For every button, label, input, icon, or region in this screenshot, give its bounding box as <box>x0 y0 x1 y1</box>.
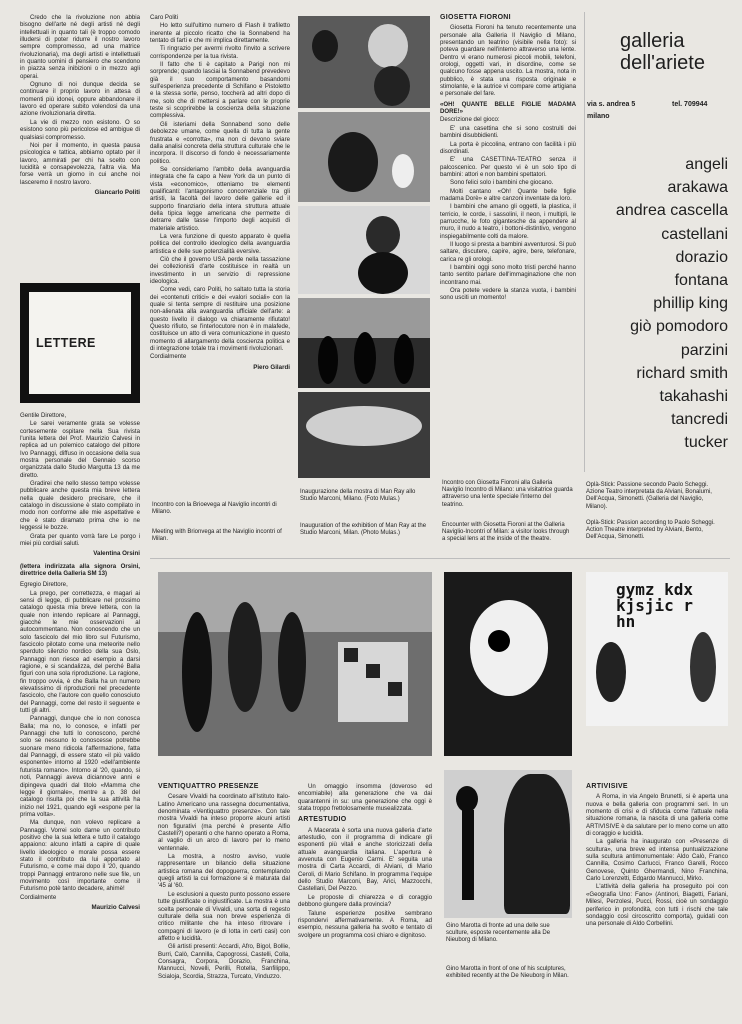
paragraph: Talune esperienze positive sembrano rispondervi affermativamente. A Roma, ad esempio, nessuna galleria ha svolto e tentato di svolgere un programma così chiaro e dignitoso. <box>298 909 432 939</box>
artist-name: andrea cascella <box>615 202 728 220</box>
caption-brionvega-en: Meeting with Brionvega at the Naviglio incontri of Milan. <box>152 529 282 543</box>
game-title: «OH! QUANTE BELLE FIGLIE MADAMA DORE!» <box>440 100 576 116</box>
closing: Cordialmente <box>150 353 187 361</box>
paragraph: La galleria ha inaugurato con «Presenze di scultura», una breve ed intensa puntualizzazione sulla scultura antimonumentale: Aldo Calò, Franco Cannilla, Cosimo Carlucci, Franco Garelli, Rocco Genovese, Quinto Ghermandi, Nino Franchina, Carlo Lorenzetti, Edgardo Mannucci, Mirko. <box>586 838 728 883</box>
artist-name: dorazio <box>675 248 728 266</box>
gallery-address: via s. andrea 5 <box>587 101 636 108</box>
column-1-intro <box>20 14 140 276</box>
paragraph: A Roma, in via Angelo Brunetti, si è aperta una nuova e bella galleria con programmi seri. In un momento di crisi e di sfiducia come l'attuale nella situazione romana, la nascita di una galleria come ARTIVISIVE è da salutare per lo meno come un atto di coraggio e lucidità. <box>586 793 728 838</box>
signature-calvesi: Maurizio Calvesi <box>91 904 140 911</box>
paragraph: Gli isteriami della Sonnabend sono delle debolezze umane, come quella di tutta la gente frustrata e «corrotta», ma non ci devono sviare dalla analisi concreta della struttura culturale che le incorpora. Il discorso di fondo è necessariamente politico. <box>150 120 290 165</box>
photo-opening-crowd <box>298 112 430 202</box>
signature-orsini: Valentina Orsini <box>93 550 140 558</box>
paragraph: Descrizione del gioco: <box>440 116 500 124</box>
artist-name: tucker <box>684 434 728 452</box>
paragraph: Sono felici solo i bambini che giocano. <box>450 179 554 187</box>
caption-fioroni-en: Encounter with Giosetta Fioroni at the Galleria Naviglio-Incontri of Milan: a visitor looks through a special lens at the inside of the theatre. <box>442 522 570 543</box>
paragraph: Molti cantano «Oh! Quante belle figlie madama Dorè» e altre canzoni inventate da loro. <box>440 187 576 202</box>
salutation: Gentile Direttore, <box>20 412 67 419</box>
photo-gallery-interior <box>298 298 430 388</box>
paragraph: Le proposte di chiarezza e di coraggio debbono giungere dalla provincia? <box>298 893 432 909</box>
ventiquattro-heading: VENTIQUATTRO PRESENZE <box>158 783 259 790</box>
paragraph: Noi per il momento, in questa pausa psicologica e tattica, abbiamo optato per il lavoro, ammirati per chi ha scelto con lucidità e consapevolezza, l'altra via. Ma forse verrà un giorno in cui anche noi lasceremo il nostro lavoro. <box>20 141 140 186</box>
column-artestudio <box>298 783 432 1014</box>
photo-visitor-portrait <box>298 206 430 294</box>
paragraph: La vera funzione di questo apparato è quella politica del controllo ideologico della avanguardia artistica e delle sue potenzialità eversive. <box>150 232 290 255</box>
photo-brionvega-installation <box>298 392 430 478</box>
paragraph: La vie di mezzo non esistono. O so esistono sono più pericolose ed ambigue di qualsiasi compromesso. <box>20 118 140 141</box>
paragraph: Le sarei veramente grata se volesse cortesemente ospitare nella Sua rivista l'unita lettera del Prof. Maurizio Calvesi in replica ad un polemico catalogo del pittore Ivo Pannaggi, diffuso in occasione della sua mostra personale del Gennaio scorso organizzata dallo Studio Margutta 13 da me diretto. <box>20 420 140 479</box>
artist-name: arakawa <box>667 179 728 197</box>
letter-note: (lettera indirizzata alla signora Orsini, direttrice della Galleria SM 13) <box>20 562 140 577</box>
paragraph: Se consideriamo l'ambito della avanguardia integrata che fa capo a New York da un punto di vista «economico», otteniamo tre elementi qualificanti: l'antagonismo concorrenziale tra gli artisti, la facoltà del lavoro delle gallerie ed il supporto finanziario della intera struttura attuale della tipica legge americana che permette di detrarre dalle tasse l'importo degli acquisti di materiale artistico. <box>150 165 290 232</box>
column-2-letter <box>150 14 290 494</box>
paragraph: Credo che la rivoluzione non abbia bisogno dell'arte né degli artisti né degli intellettuali in quanto tali (è troppo comodo illudersi di poter ridurre il nostro lavoro sempre compromesso, ad una matrice rivoluzionaria), ma degli artisti e intellettuali in quanto uomini di pensiero che scendono in piazza senza inibizioni o in mezzo agli operai. <box>20 14 140 80</box>
caption-fioroni-it: Incontro con Giosetta Fioroni alla Galleria Naviglio Incontro di Milano: una visitatrice guarda attraverso una lente speciale l'interno del teatrino. <box>442 480 573 508</box>
column-ventiquattro <box>158 783 290 1014</box>
caption-man-ray-it: Inaugurazione della mostra di Man Ray allo Studio Marconi, Milano. (Foto Mulas.) <box>300 489 416 503</box>
paragraph: Ora potete vedere la stanza vuota, i bambini sono usciti un momento! <box>440 287 576 302</box>
lettere-box <box>20 283 140 403</box>
paragraph: A Macerata è sorta una nuova galleria d'arte artestudio, con il programma di indicare gli esponenti più vitali e anche storicizzati della attuale avanguardia italiana. L'apertura è avvenuta con Eugenio Carmi. E' seguita una mostra di Carta Accardi, di Alviani, di Mario Ceroli, di Mario Schifano. In programma l'equipe dello Studio Marconi, Bay, Arici, Mazzocchi, Castellani, Del Pezzo. <box>298 826 432 893</box>
photo-gino-marotta <box>444 770 572 918</box>
artist-name: takahashi <box>659 388 728 406</box>
photo-fioroni-lens <box>444 572 572 756</box>
lettere-label: LETTERE <box>29 292 131 394</box>
divider <box>150 558 730 559</box>
paragraph: Le esclusioni a questo punto possono essere tutte giustificate o ingiustificate. La mostra è una scelta personale di Vivaldi, una sorta di regesto culturale della sua non breve esperienza di critico militante che ha inteso ritrovare i compagni di lavoro (e di lotta in certi casi) con affetto e lucidità. <box>158 890 290 942</box>
signature-politi: Giancarlo Politi <box>94 188 140 196</box>
closing: Cordialmente <box>20 893 57 901</box>
caption-man-ray-en: Inauguration of the exhibition of Man Ray at the Studio Marconi, Milan. (Photo Mulas.) <box>300 523 427 537</box>
fioroni-heading: GIOSETTA FIORONI <box>440 14 511 21</box>
paragraph: Come vedi, caro Politi, ho saltato tutta la storia dei «contenuti critici» e dei «valori sociali» con la quale si tenta sempre di restituire una posizione non-alienata alla avanguardia ufficiale dell'arte: a questo livello il dialogo va chiaramente rifiutato! Questo rifiuto, se l'interlocutore non è in malafede, costituisce un atto di vera comunicazione in questo momento di allargamento della coscienza politica e di integrazione totale tra i movimenti rivoluzionari. <box>150 286 290 353</box>
artist-name: parzini <box>680 341 728 359</box>
paragraph: Ti ringrazio per avermi rivolto l'invito a scrivere corrispondenze per la tua rivista. <box>150 45 290 60</box>
caption-opla-stick-en: Oplà-Stick: Passion according to Paolo Scheggi. Action Theatre interpreted by Alviani, Bento, Dell'Acqua, Simonetti. <box>586 520 715 541</box>
artist-name: giò pomodoro <box>630 318 728 336</box>
artivisive-heading: ARTIVISIVE <box>586 783 628 790</box>
column-fioroni <box>440 14 576 474</box>
column-artivisive <box>586 783 728 1014</box>
paragraph: La porta è piccolina, entrano con facilità i più disordinati. <box>440 140 576 155</box>
artist-name: tancredi <box>671 411 728 429</box>
artestudio-heading: ARTESTUDIO <box>298 816 347 824</box>
gallery-city: milano <box>587 113 610 120</box>
paragraph: Cesare Vivaldi ha coordinato all'Istituto Italo-Latino Americano una rassegna documentativa, denominata «Ventiquattro presenze». Con tale mostra Vivaldi ha inteso proporre alcuni artisti non figurativi (ma perché è presente Alfio Castelli?) operanti o che hanno operato a Roma, al vaglio di un arco di lavoro per lo meno ventennale. <box>158 793 290 852</box>
paragraph: I bambini che amano gli oggetti, la plastica, il terricio, le corde, i sassolini, il neon, i multipli, le parrucche, le foto gigantesche da appendere al muro, il nudo a teatro, i bottoni-distintivo, vengono inspiegabilmente colti da malore. <box>440 203 576 240</box>
paragraph: Ma dunque, non volevo replicare a Pannaggi. Vorrei solo darne un contributo positivo che la sua lettera e tutto il catalogo appaiono: alcuno infatti a capire di quale livello ideologico e morale possa essere stato il contributo da lui apportato al Futurismo, e come mai dopo il '20, quando troppi Pannaggi entrarono nelle sue file, un movimento così importante come il Futurismo potè tanto decadere, ahimè! <box>20 819 140 893</box>
caption-marotta-en: Gino Marotta in front of one of his sculptures, exhibited recently at the De Nieuborg in Milan. <box>446 966 569 980</box>
paragraph: Un omaggio insomma (doveroso ed encomiabile) alla generazione che va dai quarantenni in su: una generazione che oggi è stata troppo frettolosamente musealizzata. <box>298 783 432 813</box>
gallery-tel: tel. 709944 <box>672 101 708 108</box>
gallery-title: galleria dell'ariete <box>620 30 705 74</box>
paragraph: Grata per quanto vorrà fare Le porgo i miei più cordiali saluti. <box>20 532 140 547</box>
paragraph: E' una casettina che si sono costruiti dei bambini disubbidienti. <box>440 124 576 140</box>
paragraph: Ognuno di noi dunque decida se continuare il proprio lavoro in attesa di momenti più idonei, oppure abbandonare il lavoro ed operare subito volendosi da una azione rivoluzionaria diretta. <box>20 81 140 118</box>
artist-name: angeli <box>685 156 728 173</box>
photo-opla-stick <box>586 572 728 726</box>
paragraph: Ho letto sull'ultimo numero di Flash il trafiletto inerente al piccolo ricatto che la Sonnabend ha tentato di farti e che mi implica direttamente. <box>150 22 290 45</box>
photo-exhibition-crowd <box>158 572 432 756</box>
salutation: Caro Politi <box>150 14 179 21</box>
paragraph: La prego, per correttezza, e magari ai sensi di legge, di pubblicare nel prossimo catalogo questa mia breve lettera, con la quale non intendo replicare al Pannaggi, giacché le mie osservazioni al autocommentano. Non conoscendo che un solo fascicolo del mio libro sul Futurismo, fascicolo pilotato come una meteorite nello sperduto silenzio nordico della sua Oslo, Pannaggi non riesce ad esempio a darsi ragione, e si scandalizza, del perché Balla figuri con una sola riproduzione. La ragione, fin troppo ovvia, è che Balla ha un numero elevatissimo di riproduzioni nel precedente fascicolo, che l'autore con quello conosciuto del Pannaggi, come del resto il seguente e tutti gli altri. <box>20 589 140 715</box>
photo-man-ray-portraits <box>298 16 430 108</box>
paragraph: Il luogo si presta a bambini avventurosi. Si può saltare, discutere, capire, agire, bere, telefonare, carica re gli orologi. <box>440 240 576 263</box>
paragraph: La mostra, a nostro avviso, vuole rappresentare un bilancio della situazione artistica romana del dopoguerra, contemplando quegli artisti la cui formazione si è maturata dal '45 al '60. <box>158 853 290 890</box>
paragraph: Ciò che il governo USA perde nella tassazione dei collezionisti d'arte costituisce in realtà un investimento in un servizio di repressione ideologica. <box>150 256 290 286</box>
paragraph: Gradirei che nello stesso tempo volesse pubblicare anche questa mia breve lettera nella quale desidero precisare, che il catalogo in discussione è stato compilato in modo non conforme alle mie aspettative e che è stato diramato prima che io ne leggessi le bozze. <box>20 480 140 532</box>
paragraph: E' una CASETTINA-TEATRO senza il palcoscenico. Per questo vi è un solo tipo di bambini: attori e non bambini spettatori. <box>440 156 576 178</box>
signature-gilardi: Piero Gilardi <box>253 363 290 371</box>
artist-name: richard smith <box>636 364 728 382</box>
caption-opla-stick-it: Oplà-Stick: Passione secondo Paolo Scheggi. Azione Teatro interpretata da Alviani, Bonalumi, Dell'Acqua, Simonetti. (Galleria del Naviglio, Milano). <box>586 482 712 510</box>
caption-marotta-it: Gino Marotta di fronte ad una delle sue sculture, esposte recentemente alla De Nieuborg di Milano. <box>446 923 551 944</box>
gym-letters: gymz kdx kjsjic rhn <box>616 580 694 631</box>
paragraph: I bambini oggi sono molto tristi perché hanno tanto sentito parlare dell'immaginazione che non incontrano mai. <box>440 264 576 286</box>
artist-name: castellani <box>661 225 728 243</box>
column-1-letter <box>20 412 140 1014</box>
paragraph: Gli artisti presenti: Accardi, Afro, Bigol, Bollie, Burri, Calò, Cannilla, Capogrossi, Castelli, Colla, Consagra, Corpora, Dorazio, Franchina, Mannucci, Novelli, Perilli, Rotella, Sanfilippo, Scialoja, Scordia, Strazza, Turcato, Vinduzzo. <box>158 943 290 980</box>
artist-list <box>568 153 728 455</box>
paragraph: L'attività della galleria ha proseguito poi con «Geografia Uno: Fano» (Antinori, Biagetti, Fariani, Milesi, Perzolesi, Pucci, Rossi, cioè un sondaggio periferico in profondità, con tutti i rischi che tale sondaggio così circoscritto comporta), guidati con una personale di Aldo Corbellini. <box>586 883 728 928</box>
caption-brionvega-it: Incontro con la Brioevega al Naviglio incontri di Milano. <box>152 502 277 516</box>
paragraph: Pannaggi, dunque che io non conosca Balla; ma no, lo conosce, e infatti per Pannaggi che tutti lo conoscono, perché solo se nessuno lo conoscesse potrebbe suonare meno ridicola l'affermazione, fatta dal Pannaggi, di essere stato «il più valido esponente» intorno al 1920 «dell'ambiente futurista romano». Intorno al '20, quando, si noti, Pannaggi aveva diciannove anni e dipingeva quadri dal titolo «Mamma che legge il giornale», mentre a p. 38 del catalogo risulta poi che la sua attività ha inizio nel 1921, quando egli «espone per la prima volta». <box>20 715 140 818</box>
artist-name: fontana <box>674 272 728 290</box>
paragraph: Il fatto che ti è capitato a Parigi non mi sorprende; quando lasciai la Sonnabend prevedevo già il suo comportamento basandomi sull'esperienza precedente di Schifano e Pistoletto e la stessa sorte, penso, toccherà ad altri dopo di me, solo che di mettersi a parlare con le proprie teste si scoprirebbe la coscienza della situazione complessiva. <box>150 61 290 120</box>
artist-name: phillip king <box>653 295 728 313</box>
salutation: Egregio Direttore, <box>20 581 68 589</box>
paragraph: Giosetta Fioroni ha tenuto recentemente una personale alla Galleria Il Naviglio di Milano, presentando un teatrino (visibile nella foto): si poteva guardare nell'interno attraverso una lente. Dentro vi erano numerosi piccoli mobili, telefoni, orologi, oggetti vari, in disordine, come se qualcuno fosse appena uscito. La mostra, nota in pubblico, è stata una risposta originale e stimolante, e la autrice vi compare come artigiana e personale del fare. <box>440 24 576 98</box>
